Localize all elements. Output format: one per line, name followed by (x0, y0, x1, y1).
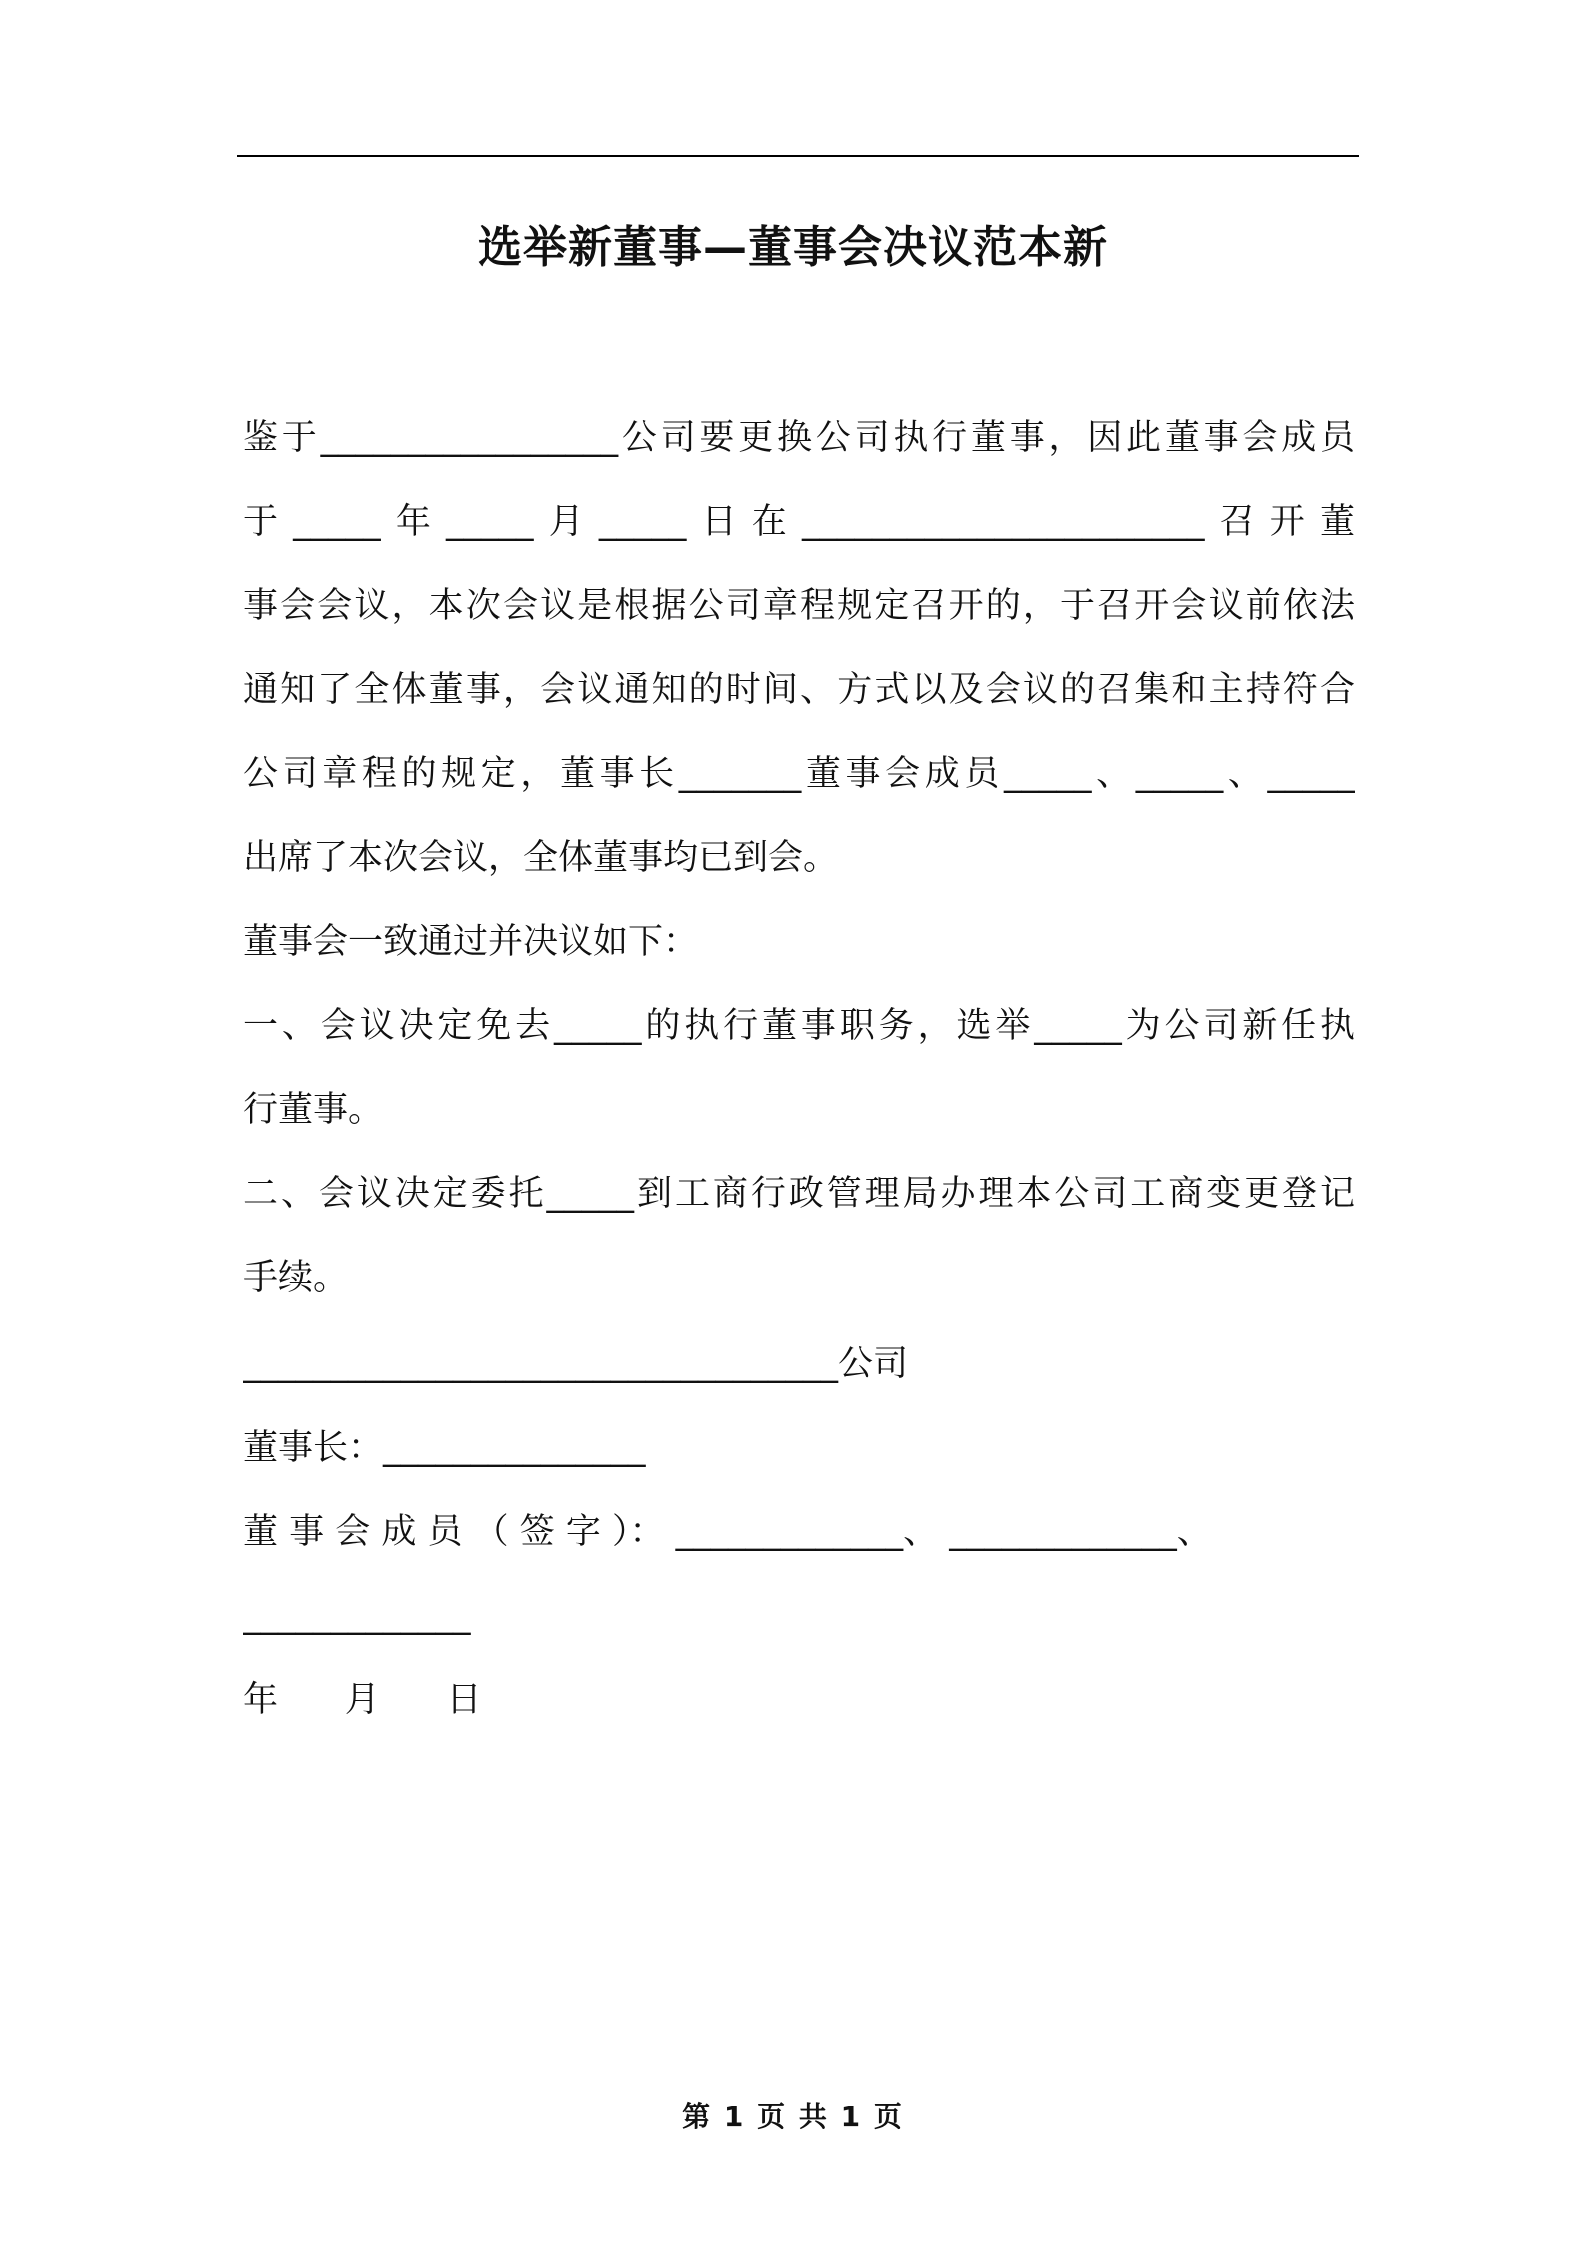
body-line-6: 出席了本次会议，全体董事均已到会。 (243, 838, 839, 878)
signature-date: 年 月 日 (243, 1680, 482, 1720)
header-rule (237, 155, 1359, 157)
signature-block (243, 1322, 1355, 1742)
body-line-7: 董事会一致通过并决议如下： (243, 922, 699, 962)
page-footer: 第 1 页 共 1 页 (682, 2100, 904, 2133)
body-line-3: 事会会议，本次会议是根据公司章程规定召开的，于召开会议前依法 (243, 586, 1355, 626)
members-signature-line: 董 事 会 成 员 （ 签 字 ）： _____________、 _____________、 (243, 1512, 1212, 1552)
members-signature-line-cont: _____________ (243, 1596, 471, 1636)
body-line-5: 公司章程的规定，董事长_______董事会成员_____、_____、_____ (243, 754, 1355, 794)
body-line-2: 于_____年_____月_____日在_______________________召开董 (243, 502, 1355, 542)
chairman-signature-line: 董事长：_______________ (243, 1428, 646, 1468)
resolution-item-1-cont: 行董事。 (243, 1090, 384, 1130)
document-body (243, 396, 1355, 1320)
resolution-item-1: 一、会议决定免去_____的执行董事职务，选举_____为公司新任执 (243, 1006, 1355, 1046)
resolution-item-2: 二、会议决定委托_____到工商行政管理局办理本公司工商变更登记 (243, 1174, 1355, 1214)
document-title: 选举新董事—董事会决议范本新 (478, 222, 1108, 273)
body-line-1: 鉴于_________________公司要更换公司执行董事，因此董事会成员 (243, 418, 1355, 458)
company-signature-line: __________________________________公司 (243, 1344, 909, 1384)
body-line-4: 通知了全体董事，会议通知的时间、方式以及会议的召集和主持符合 (243, 670, 1355, 710)
resolution-item-2-cont: 手续。 (243, 1258, 349, 1298)
